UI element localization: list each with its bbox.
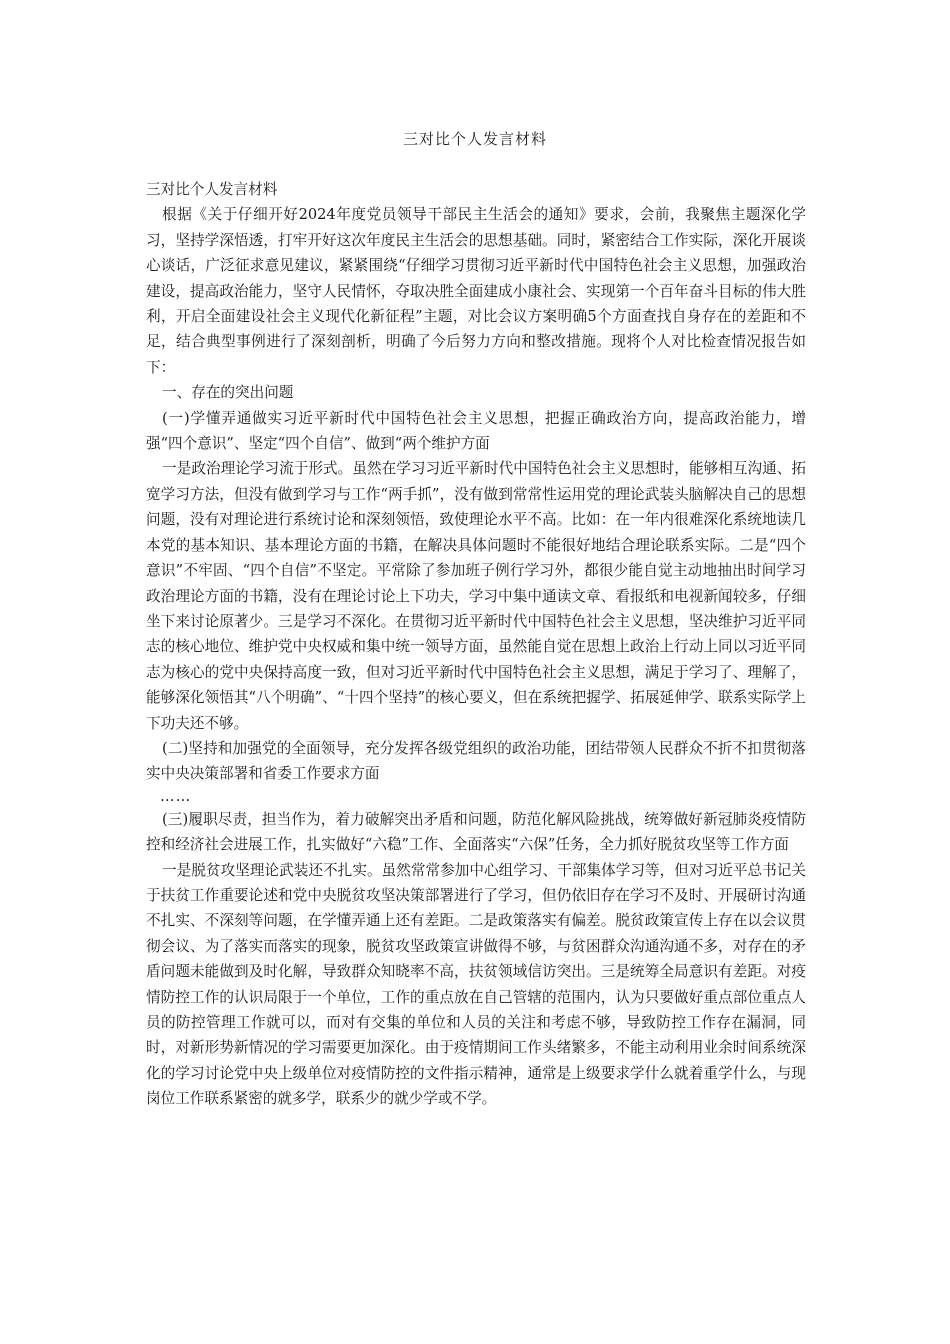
section-heading: 一、存在的突出问题 [162, 384, 294, 402]
item-heading: (一)学懂弄通做实习近平新时代中国特色社会主义思想，把握正确政治方向，提高政治能力，增强“四个意识”、坚定“四个自信”、做到“两个维护方面 [146, 409, 806, 453]
item-heading: (三)履职尽责，担当作为，着力破解突出矛盾和问题，防范化解风险挑战，统筹做好新冠肺炎疫情防控和经济社会进展工作，扎实做好“六稳”工作、全面落实“六保”任务，全力抓好脱贫攻坚等工作方面 [146, 810, 806, 854]
body-paragraph: 一是脱贫攻坚理论武装还不扎实。虽然常常参加中心组学习、干部集体学习等，但对习近平总书记关于扶贫工作重要论述和党中央脱贫攻坚决策部署进行了学习，但仍依旧存在学习不及时、开展研讨沟通不扎实、不深刻等问题，在学懂弄通上还有差距。二是政策落实有偏差。脱贫政策宣传上存在以会议贯彻会议、为了落实而落实的现象，脱贫攻坚政策宣讲做得不够，与贫困群众沟通沟通不多，对存在的矛盾问题未能做到及时化解，导致群众知晓率不高，扶贫领域信访突出。三是统筹全局意识有差距。对疫情防控工作的认识局限于一个单位，工作的重点放在自己管辖的范围内，认为只要做好重点部位重点人员的防控管理工作就可以，而对有交集的单位和人员的关注和考虑不够，导致防控工作存在漏洞，同时，对新形势新情况的学习需要更加深化。由于疫情期间工作头绪繁多，不能主动利用业余时间系统深化的学习讨论党中央上级单位对疫情防控的文件指示精神，通常是上级要求学什么就着重学什么，与现岗位工作联系紧密的就多学，联系少的就少学或不学。 [146, 861, 806, 1108]
document-title: 三对比个人发言材料 [402, 130, 547, 148]
ellipsis-text: …… [160, 787, 192, 805]
item-heading: (二)坚持和加强党的全面领导，充分发挥各级党组织的政治功能，团结带领人民群众不折不扣贯彻落实中央决策部署和省委工作要求方面 [146, 739, 806, 783]
document-body [146, 177, 806, 1112]
document-subtitle: 三对比个人发言材料 [146, 181, 278, 198]
body-paragraph: 一是政治理论学习流于形式。虽然在学习习近平新时代中国特色社会主义思想时，能够相互沟通、拓宽学习方法，但没有做到学习与工作“两手抓”，没有做到常常性运用党的理论武装头脑解决自己的思想问题，没有对理论进行系统讨论和深刻领悟，致使理论水平不高。比如：在一年内很难深化系统地读几本党的基本知识、基本理论方面的书籍，在解决具体问题时不能很好地结合理论联系实际。二是“四个意识”不牢固、“四个自信”不坚定。平常除了参加班子例行学习外，都很少能自觉主动地抽出时间学习政治理论方面的书籍，没有在理论讨论上下功夫，学习中集中通读文章、看报纸和电视新闻较多，仔细坐下来讨论原著少。三是学习不深化。在贯彻习近平新时代中国特色社会主义思想，坚决维护习近平同志的核心地位、维护党中央权威和集中统一领导方面，虽然能自觉在思想上政治上行动上同以习近平同志为核心的党中央保持高度一致，但对习近平新时代中国特色社会主义思想，满足于学习了、理解了，能够深化领悟其“八个明确”、“十四个坚持”的核心要义，但在系统把握学、拓展延伸学、联系实际学上下功夫还不够。 [146, 460, 806, 732]
intro-paragraph: 根据《关于仔细开好2024年度党员领导干部民主生活会的通知》要求，会前，我聚焦主题深化学习，坚持学深悟透，打牢开好这次年度民主生活会的思想基础。同时，紧密结合工作实际，深化开展谈心谈话，广泛征求意见建议，紧紧围绕“仔细学习贯彻习近平新时代中国特色社会主义思想，加强政治建设，提高政治能力，坚守人民情怀，夺取决胜全面建成小康社会、实现第一个百年奋斗目标的伟大胜利，开启全面建设社会主义现代化新征程”主题，对比会议方案明确5个方面查找自身存在的差距和不足，结合典型事例进行了深刻剖析，明确了今后努力方向和整改措施。现将个人对比检查情况报告如下： [146, 206, 806, 376]
